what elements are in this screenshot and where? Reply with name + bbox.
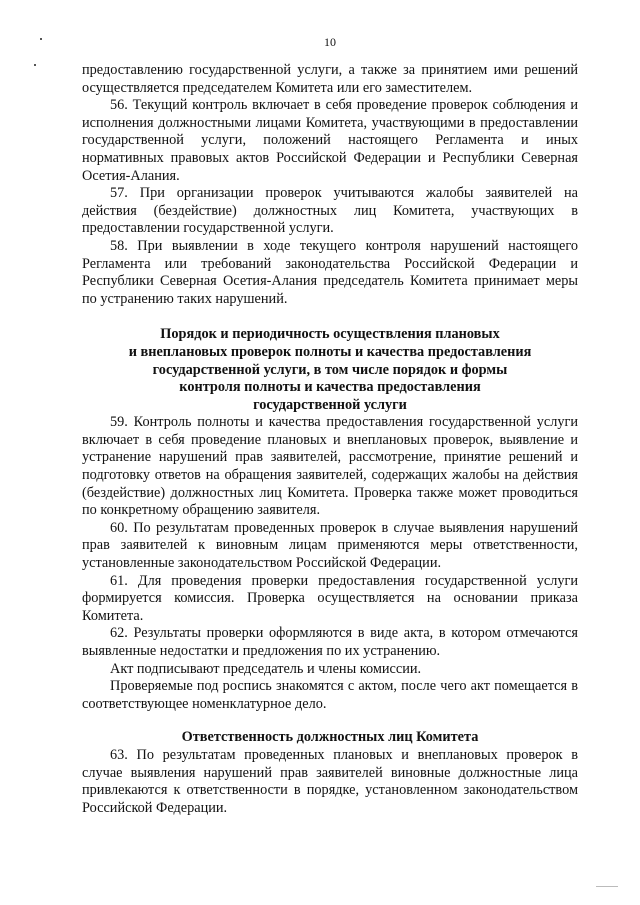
heading-responsibility: Ответственность должностных лиц Комитета — [181, 729, 479, 746]
section-bottom — [82, 747, 578, 817]
heading-line: Порядок и периодичность осуществления плановых — [160, 326, 500, 343]
section-top — [82, 62, 578, 308]
paragraph-63: 63. По результатам проведенных плановых и внеплановых проверок в случае выявления нарушений прав заявителей виновные должностные лица привлекаются к ответственности в порядке, установленном законодательством Российской Федерации. — [82, 746, 578, 816]
heading-line: государственной услуги, в том числе порядок и формы — [152, 361, 508, 378]
paragraph-58: 58. При выявлении в ходе текущего контроля нарушений настоящего Регламента или требований законодательства Российской Федерации и Республики Северная Осетия-Алания председатель Комитета принимает меры по устранению таких нарушений. — [82, 237, 578, 307]
section-middle — [82, 414, 578, 713]
paragraph-act-filing: Проверяемые под роспись знакомятся с актом, после чего акт помещается в соответствующее номенклатурное дело. — [82, 678, 578, 712]
document-page — [82, 34, 578, 817]
section-heading-inspections — [82, 326, 578, 414]
paragraph-62: 62. Результаты проверки оформляются в виде акта, в котором отмечаются выявленные недостатки и предложения по их устранению. — [82, 625, 578, 659]
scan-speck — [34, 64, 36, 66]
scan-speck — [40, 38, 42, 40]
paragraph-act-signing: Акт подписывают председатель и члены комиссии. — [110, 660, 422, 677]
heading-line: государственной услуги — [253, 396, 407, 413]
heading-line: контроля полноты и качества предоставления — [179, 379, 481, 396]
paragraph-56: 56. Текущий контроль включает в себя проведение проверок соблюдения и исполнения должностными лицами Комитета, участвующими в предоставлении государственной услуги, положений настоящего Регламента и иных нормативных правовых актов Российской Федерации и Республики Северная Осетия-Алания. — [82, 97, 578, 184]
paragraph-60: 60. По результатам проведенных проверок в случае выявления нарушений прав заявителей к виновным лицам применяются меры ответственности, установленные законодательством Российской Федерации. — [82, 519, 578, 572]
page-number: 10 — [324, 35, 336, 49]
paragraph-61: 61. Для проведения проверки предоставления государственной услуги формируется комиссия. Проверка осуществляется на основании приказа Комитета. — [82, 572, 578, 624]
paragraph-continuation: предоставлению государственной услуги, а также за принятием ими решений осуществляется председателем Комитета или его заместителем. — [82, 62, 578, 96]
scan-margin-mark — [596, 886, 618, 887]
paragraph-57: 57. При организации проверок учитываются жалобы заявителей на действия (бездействие) должностных лиц Комитета, участвующих в предоставлении государственной услуги. — [82, 185, 578, 237]
heading-line: и внеплановых проверок полноты и качества предоставления — [128, 343, 532, 360]
paragraph-59: 59. Контроль полноты и качества предоставления государственной услуги включает в себя проведение плановых и внеплановых проверок, выявление и устранение нарушений прав заявителей, рассмотрение, принятие решений и подготовку ответов на обращения заявителей, содержащих жалобы на действия (бездействие) должностных лиц Комитета. Проверка также может проводиться по конкретному обращению заявителя. — [82, 414, 578, 519]
